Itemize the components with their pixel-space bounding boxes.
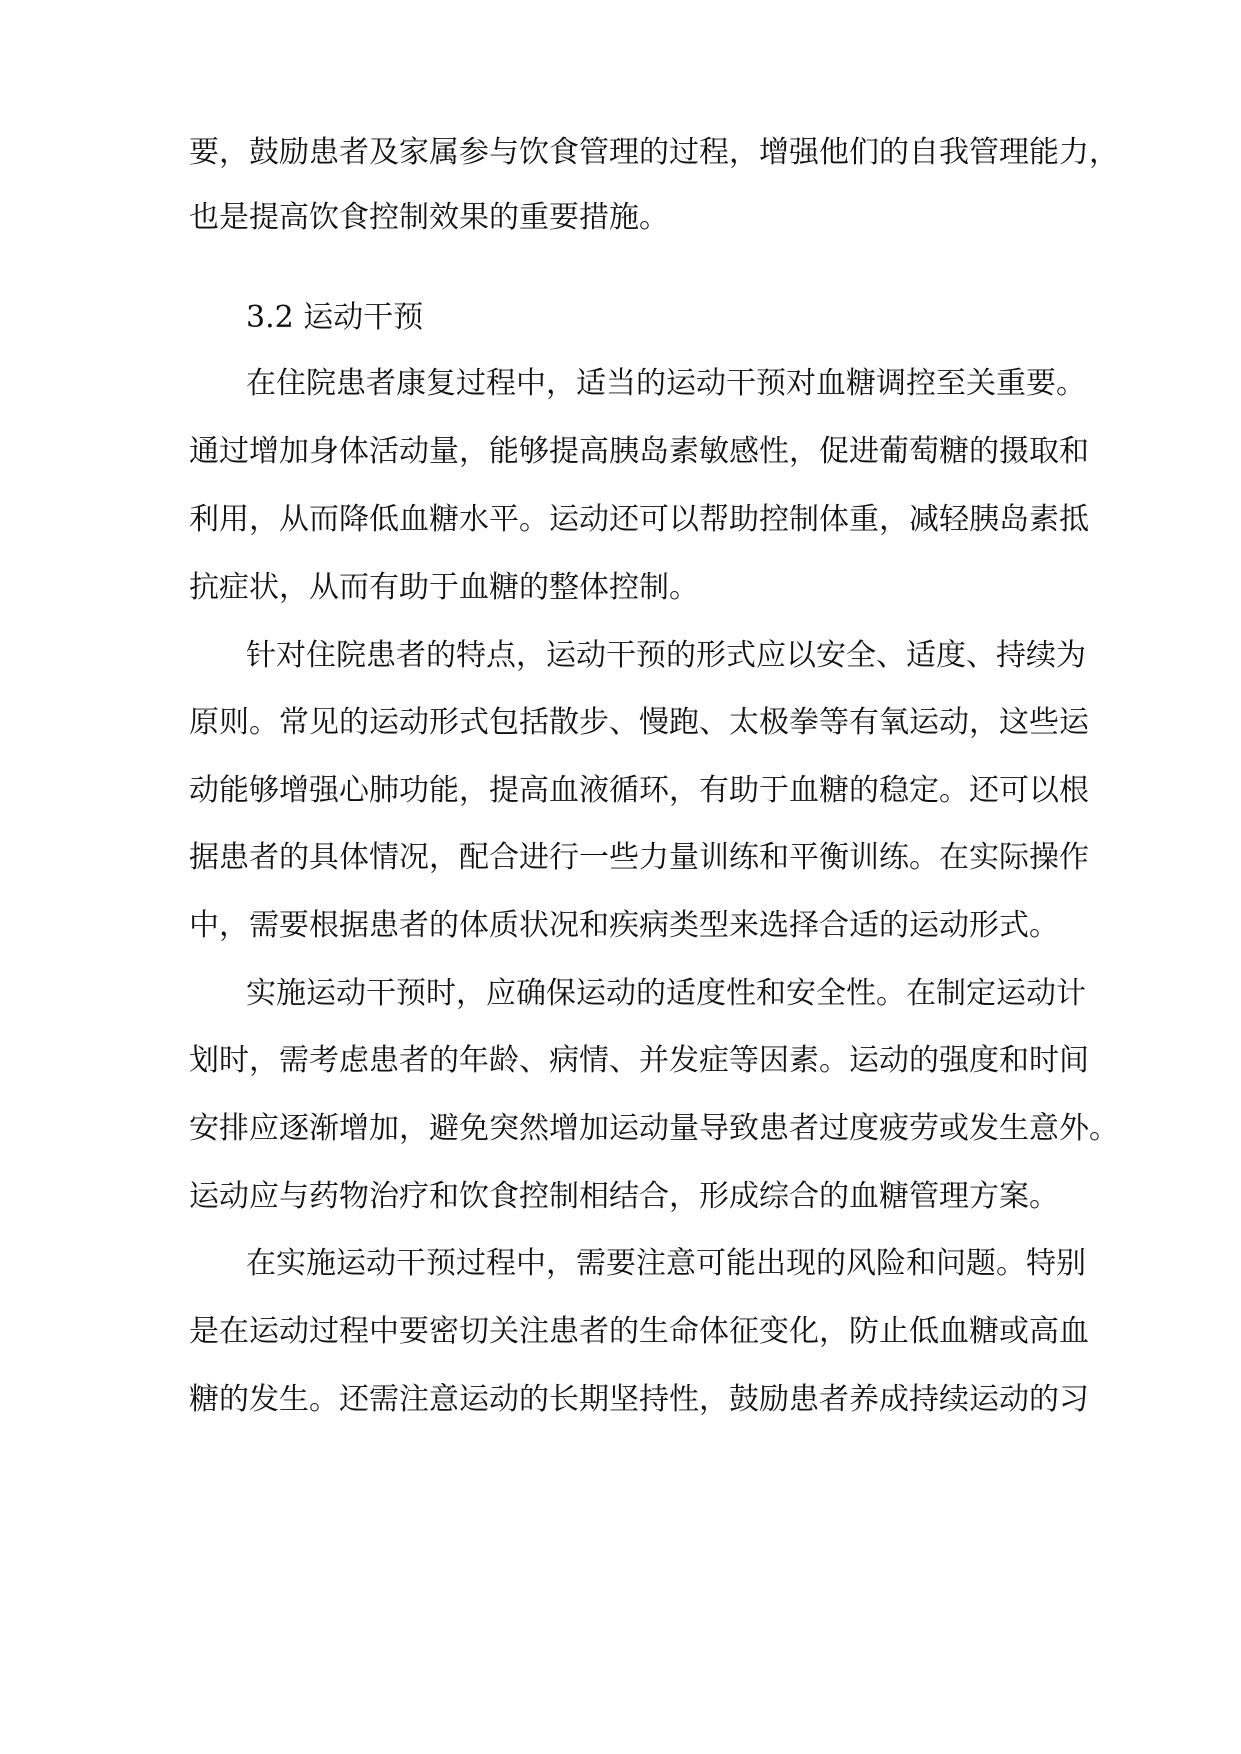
paragraph-4-line-3: 安排应逐渐增加，避免突然增加运动量导致患者过度疲劳或发生意外。 [189, 1111, 1119, 1146]
paragraph-3-line-3: 动能够增强心肺功能，提高血液循环，有助于血糖的稳定。还可以根 [189, 773, 1089, 808]
paragraph-4-line-2: 划时，需考虑患者的年龄、病情、并发症等因素。运动的强度和时间 [189, 1043, 1089, 1078]
paragraph-5-line-3: 糖的发生。还需注意运动的长期坚持性，鼓励患者养成持续运动的习 [189, 1382, 1089, 1417]
paragraph-4-line-4: 运动应与药物治疗和饮食控制相结合，形成综合的血糖管理方案。 [189, 1179, 1059, 1214]
paragraph-5-line-2: 是在运动过程中要密切关注患者的生命体征变化，防止低血糖或高血 [189, 1314, 1089, 1349]
paragraph-3-line-4: 据患者的具体情况，配合进行一些力量训练和平衡训练。在实际操作 [189, 840, 1089, 875]
paragraph-4-line-1: 实施运动干预时，应确保运动的适度性和安全性。在制定运动计 [246, 976, 1086, 1011]
paragraph-1-line-1: 要，鼓励患者及家属参与饮食管理的过程，增强他们的自我管理能力， [189, 135, 1119, 170]
paragraph-2-line-4: 抗症状，从而有助于血糖的整体控制。 [189, 570, 699, 605]
paragraph-3-line-2: 原则。常见的运动形式包括散步、慢跑、太极拳等有氧运动，这些运 [189, 705, 1089, 740]
paragraph-1-line-2: 也是提高饮食控制效果的重要措施。 [189, 200, 669, 235]
paragraph-2-line-1: 在住院患者康复过程中，适当的运动干预对血糖调控至关重要。 [246, 366, 1086, 401]
paragraph-2-line-3: 利用，从而降低血糖水平。运动还可以帮助控制体重，减轻胰岛素抵 [189, 502, 1089, 537]
paragraph-5-line-1: 在实施运动干预过程中，需要注意可能出现的风险和问题。特别 [246, 1246, 1086, 1281]
paragraph-3-line-5: 中，需要根据患者的体质状况和疾病类型来选择合适的运动形式。 [189, 908, 1059, 943]
paragraph-3-line-1: 针对住院患者的特点，运动干预的形式应以安全、适度、持续为 [246, 638, 1086, 673]
paragraph-2-line-2: 通过增加身体活动量，能够提高胰岛素敏感性，促进葡萄糖的摄取和 [189, 434, 1089, 469]
section-heading: 3.2 运动干预 [246, 300, 424, 335]
